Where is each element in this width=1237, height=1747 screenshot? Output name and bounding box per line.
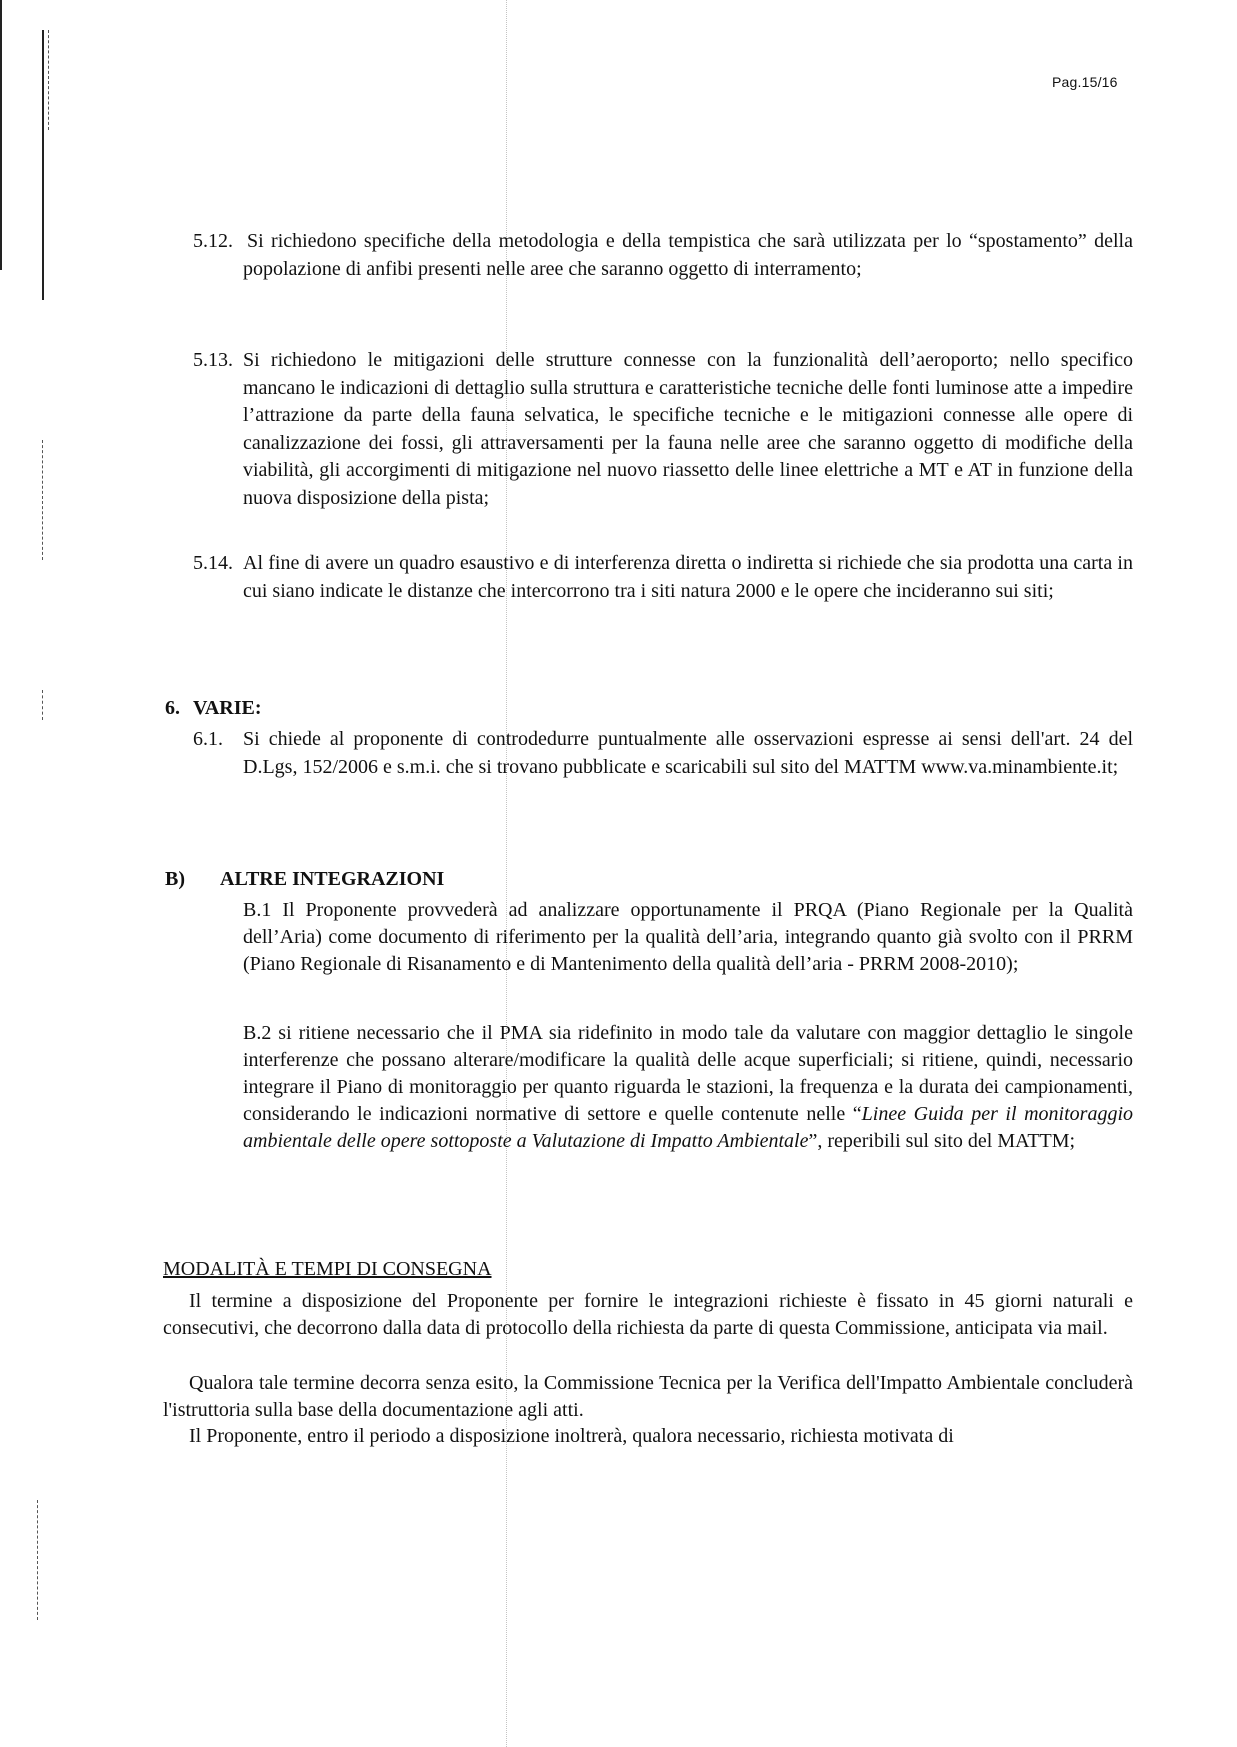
section-6-heading [165, 697, 262, 720]
item-number: 5.12. [193, 230, 233, 252]
item-number: 6.1. [193, 728, 223, 750]
item-text: Si richiedono specifiche della metodologia e della tempistica che sarà utilizzata per lo “spostamento” della popolazione di anfibi presenti nelle aree che saranno oggetto di interramento; [243, 230, 1133, 280]
scan-edge-dash [48, 30, 50, 130]
delivery-paragraph: Qualora tale termine decorra senza esito, la Commissione Tecnica per la Verifica dell'Impatto Ambientale concluderà l'istruttoria sulla base della documentazione agli atti. [163, 1372, 1133, 1421]
section-title: VARIE: [193, 697, 262, 719]
delivery-paragraph: Il termine a disposizione del Proponente per fornire le integrazioni richieste è fissato in 45 giorni naturali e consecutivi, che decorrono dalla data di protocollo della richiesta da parte di questa Commissione, anticipata via mail. [163, 1290, 1133, 1339]
page-number: Pag.15/16 [1052, 74, 1118, 90]
delivery-heading: MODALITÀ E TEMPI DI CONSEGNA [163, 1258, 492, 1280]
item-text: Al fine di avere un quadro esaustivo e di interferenza diretta o indiretta si richiede che sia prodotta una carta in cui siano indicate le distanze che intercorrono tra i siti natura 2000 e le opere che incideranno sui siti; [243, 552, 1133, 602]
delivery-paragraph: Il Proponente, entro il periodo a disposizione inoltrerà, qualora necessario, richiesta motivata di [189, 1425, 954, 1447]
item-number: 5.13. [193, 349, 233, 371]
item-text: Si chiede al proponente di controdedurre puntualmente alle osservazioni espresse ai sensi dell'art. 24 del D.Lgs, 152/2006 e s.m.i. che si trovano pubblicate e scaricabili sul sito del MATTM www.va.minambiente.it; [243, 728, 1133, 778]
item-b2 [243, 1020, 1133, 1155]
scan-edge-dash [42, 690, 44, 720]
item-text: Si richiedono le mitigazioni delle strutture connesse con la funzionalità dell’aeroporto; nello specifico mancano le indicazioni di dettaglio sulla struttura e caratteristiche tecniche delle fonti luminose atte a impedire l’attrazione da parte della fauna selvatica, le specifiche tecniche e le mitigazioni connesse alle opere di canalizzazione dei fossi, gli attraversamenti per la fauna nelle aree che saranno oggetto di modifiche della viabilità, gli accorgimenti di mitigazione nel nuovo riassetto delle linee elettriche a MT e AT in funzione della nuova disposizione della pista; [243, 349, 1133, 509]
item-b2-text: B.2 si ritiene necessario che il PMA sia ridefinito in modo tale da valutare con maggior dettaglio le singole interferenze che possano alterare/modificare la qualità delle acque superficiali; si ritiene, quindi, necessario integrare il Piano di monitoraggio per quanto riguarda le stazioni, la frequenza e la durata dei campionamenti, considerando le indicazioni normative di settore e quelle contenute nelle “ [243, 1022, 1133, 1125]
item-b1: B.1 Il Proponente provvederà ad analizzare opportunamente il PRQA (Piano Regionale per la Qualità dell’Aria) come documento di riferimento per la qualità dell’aria, integrando quanto già svolto con il PRRM (Piano Regionale di Risanamento e di Mantenimento della qualità dell’aria - PRRM 2008-2010); [243, 899, 1133, 975]
section-number: 6. [165, 697, 180, 719]
scan-edge-line [0, 0, 2, 270]
item-b2-guideline-title: Linee Guida per il monitoraggio ambientale delle opere sottoposte a Valutazione di Impatto Ambientale [243, 1103, 1133, 1152]
item-number: 5.14. [193, 552, 233, 574]
section-letter: B) [165, 868, 185, 890]
scan-edge-dash [42, 440, 44, 560]
section-title: ALTRE INTEGRAZIONI [220, 868, 445, 890]
scan-edge-line [42, 30, 44, 300]
item-b2-text-end: ”, reperibili sul sito del MATTM; [808, 1130, 1076, 1152]
section-b-heading [165, 868, 445, 891]
scan-edge-dash [37, 1500, 39, 1620]
